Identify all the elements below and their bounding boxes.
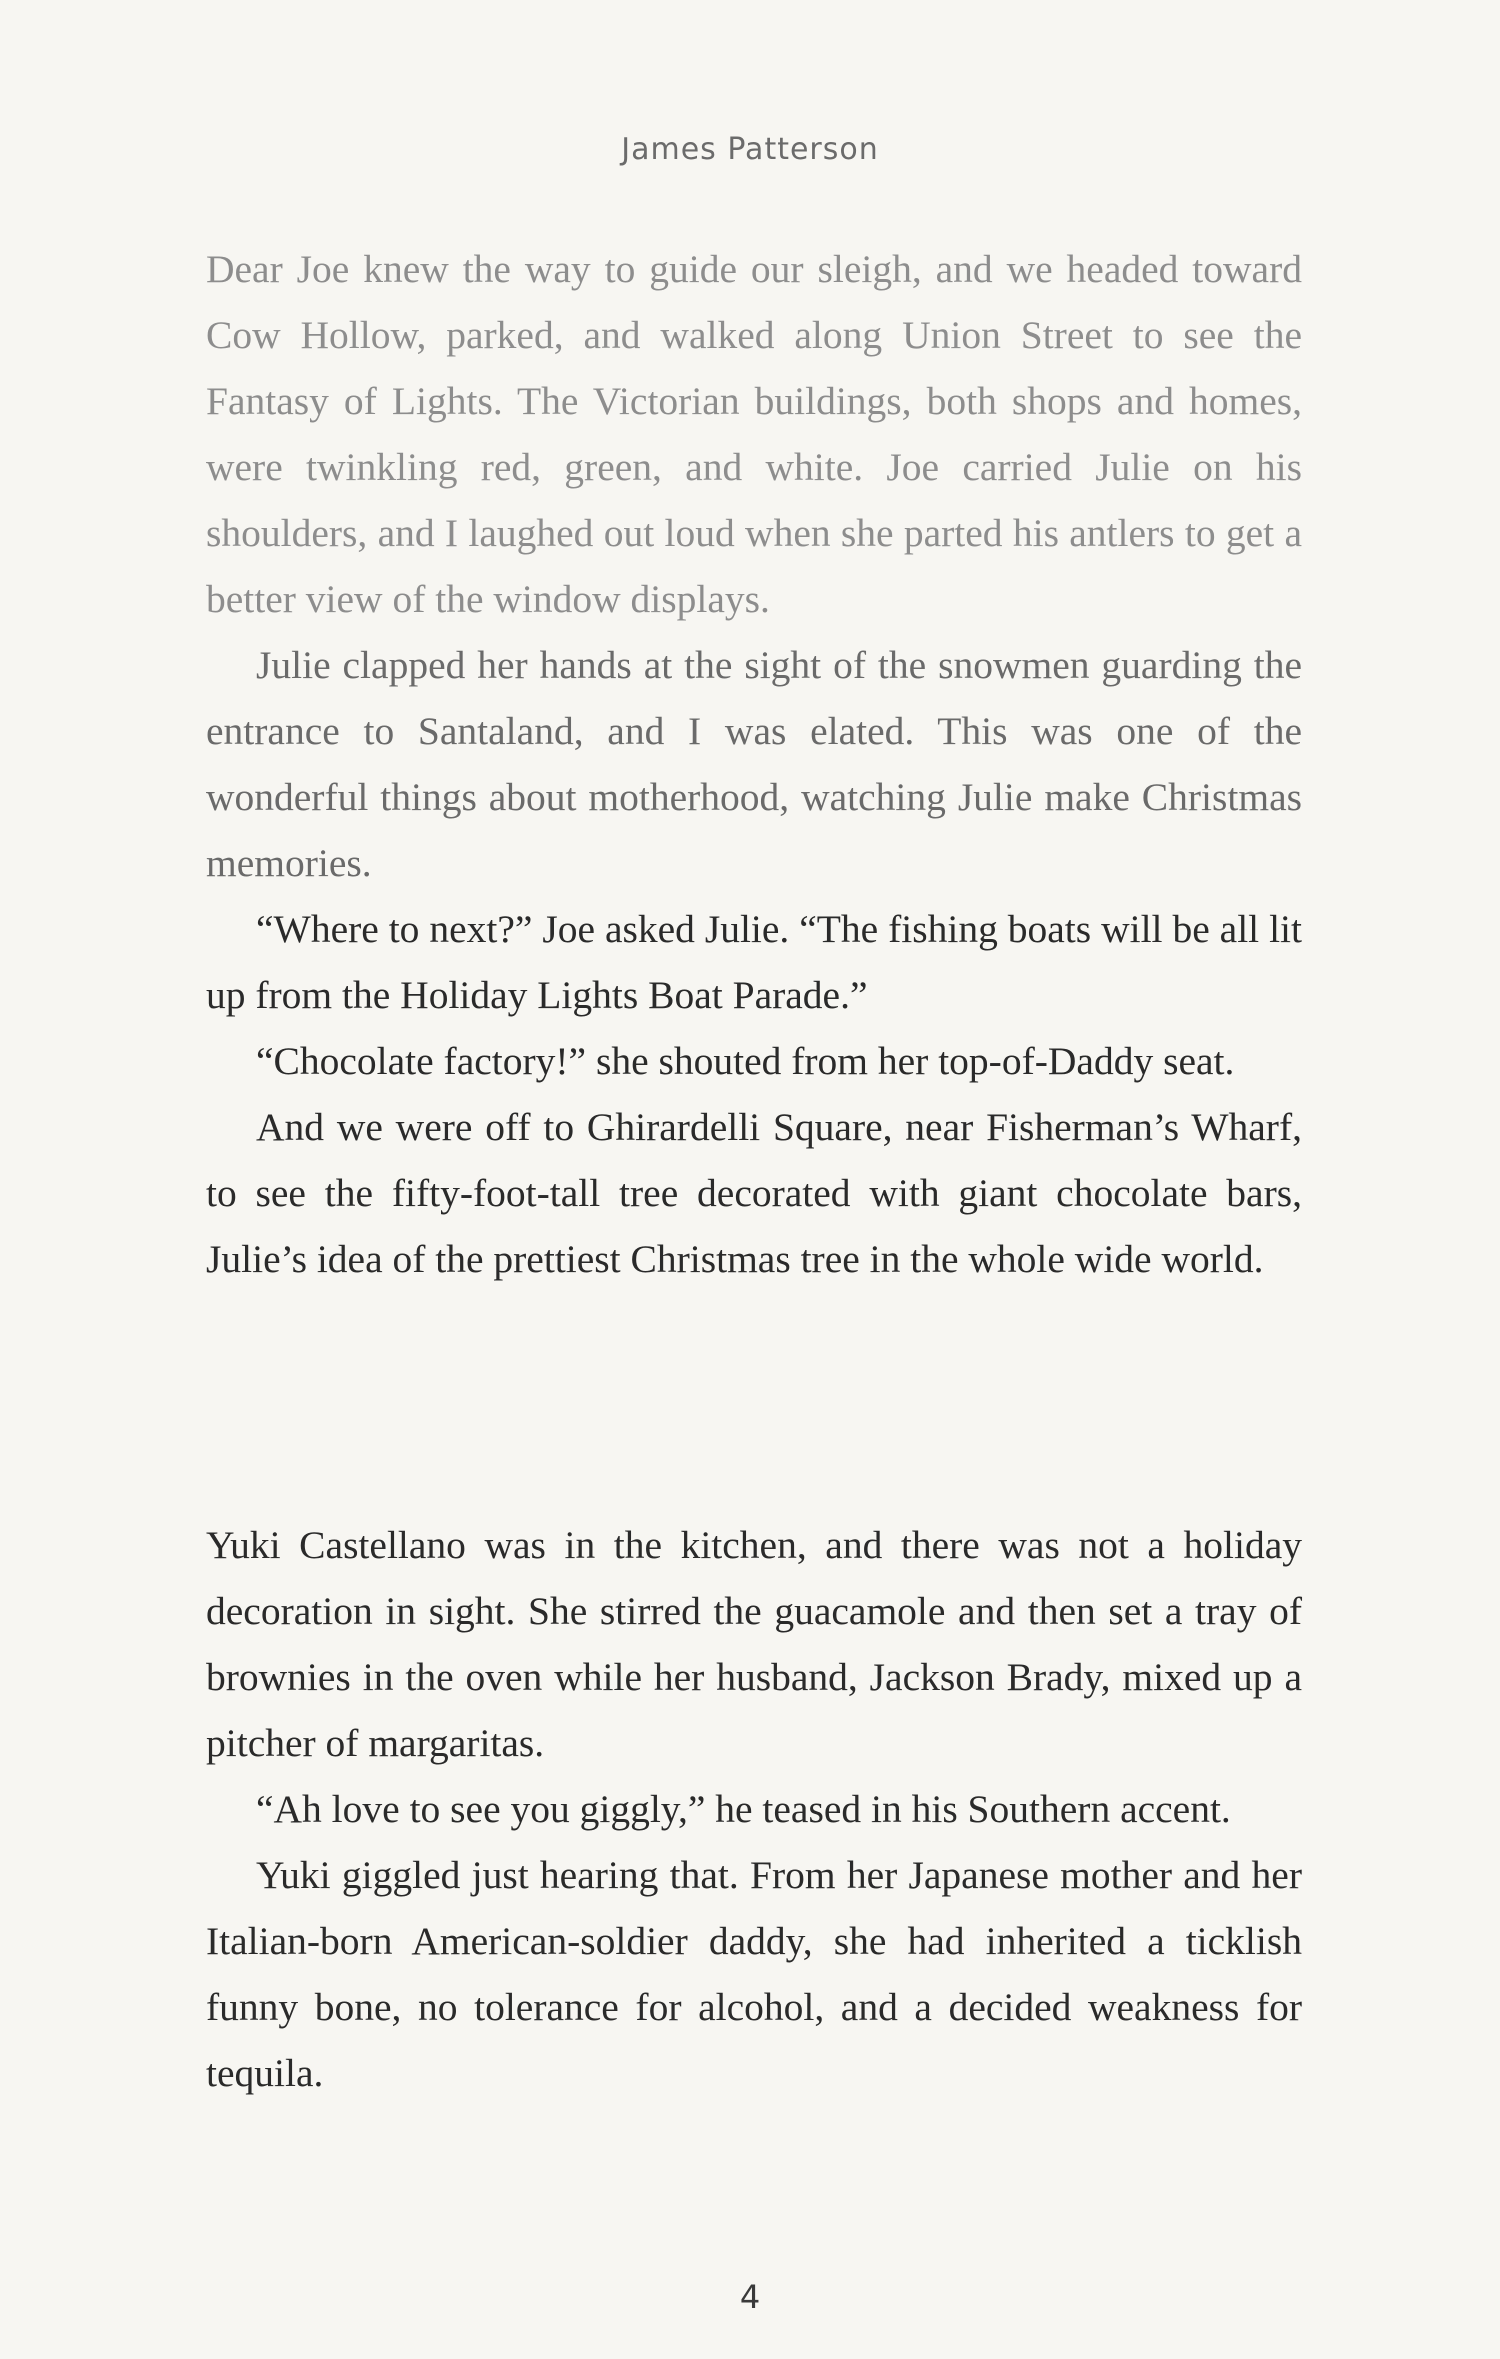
paragraph: “Ah love to see you giggly,” he teased in his Southern accent. [256, 1787, 1231, 1831]
paragraph: And we were off to Ghirardelli Square, near Fisherman’s Wharf, to see the fifty-foot-tall tree decorated with giant chocolate bars, Julie’s idea of the prettiest Christmas tree in the whole wide world. [206, 1105, 1302, 1281]
paragraph: Yuki giggled just hearing that. From her Japanese mother and her Italian-born American-soldier daddy, she had inherited a ticklish funny bone, no tolerance for alcohol, and a decided weakness for tequila. [206, 1853, 1302, 2095]
paragraph: Yuki Castellano was in the kitchen, and there was not a holiday decoration in sight. She stirred the guacamole and then set a tray of brownies in the oven while her husband, Jackson Brady, mixed up a pitcher of margaritas. [206, 1523, 1302, 1765]
paragraph: “Chocolate factory!” she shouted from her top-of-Daddy seat. [256, 1039, 1235, 1083]
paragraph: Julie clapped her hands at the sight of the snowmen guarding the entrance to Santaland, and I was elated. This was one of the wonderful things about motherhood, watching Julie make Christmas memories. [206, 643, 1302, 885]
paragraph: Dear Joe knew the way to guide our sleigh, and we headed toward Cow Hollow, parked, and walked along Union Street to see the Fantasy of Lights. The Victorian buildings, both shops and homes, were twinkling red, green, and white. Joe carried Julie on his shoulders, and I laughed out loud when she parted his antlers to get a better view of the window displays. [206, 247, 1302, 621]
paragraph: “Where to next?” Joe asked Julie. “The fishing boats will be all lit up from the Holiday Lights Boat Parade.” [206, 907, 1302, 1017]
page-number: 4 [739, 2278, 761, 2316]
section-2-text [206, 1512, 1302, 2106]
running-header: James Patterson [621, 132, 879, 167]
section-1-text [206, 236, 1302, 1292]
